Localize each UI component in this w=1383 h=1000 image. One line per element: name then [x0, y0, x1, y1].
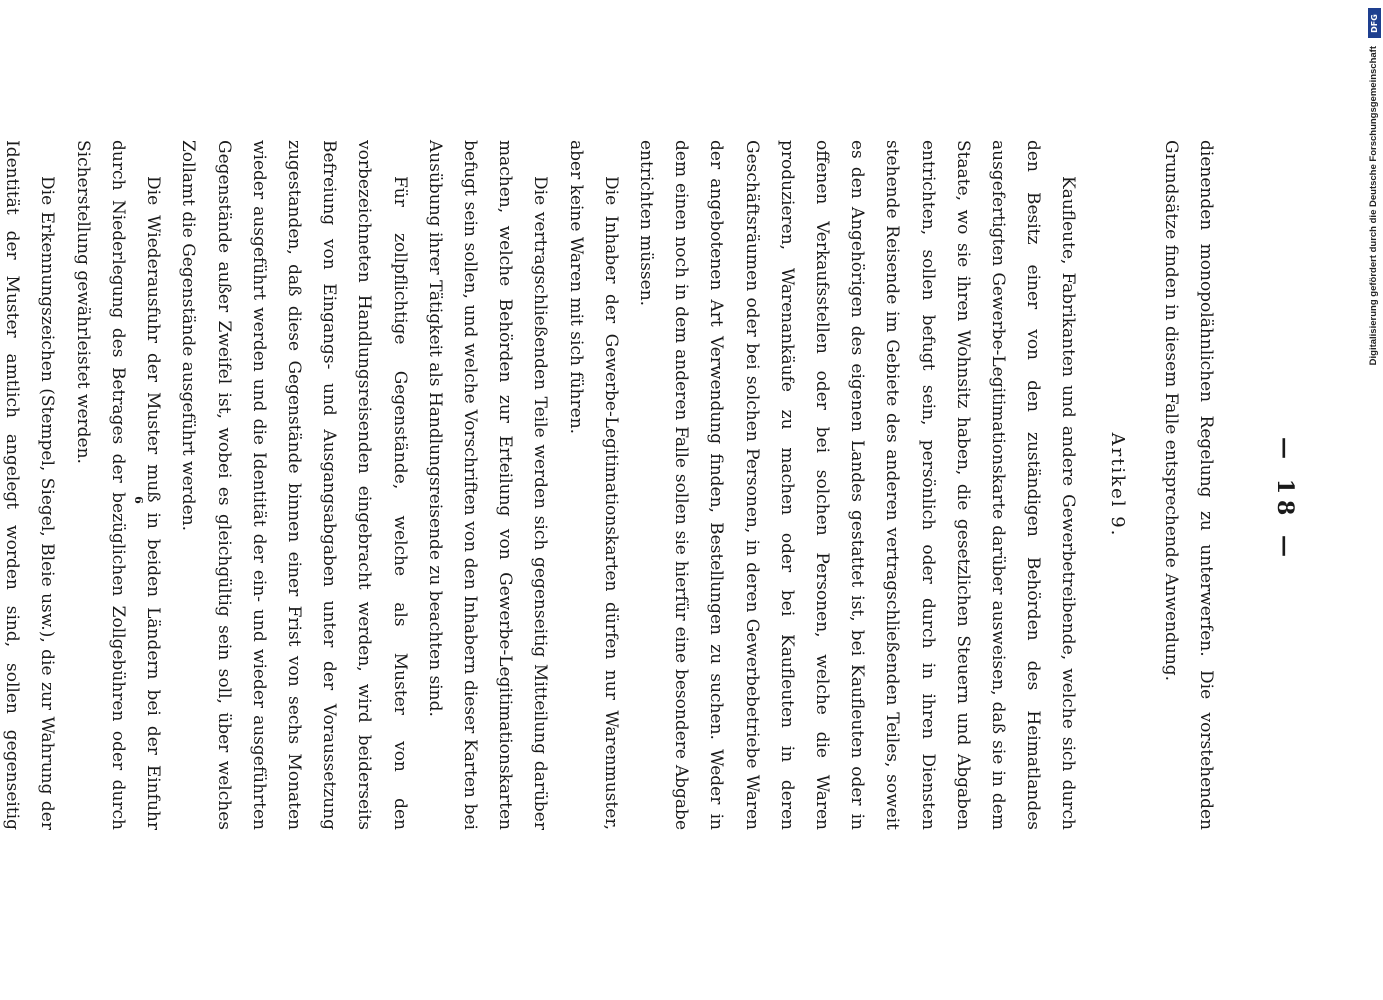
page-body: [0, 140, 1223, 830]
paragraph: Die Inhaber der Gewerbe-Legitimationskarten dürfen nur Warenmuster, aber keine Waren mit sich führen.: [565, 140, 621, 830]
dfg-credit-bar: [1368, 8, 1383, 398]
paragraph: Für zollpflichtige Gegenstände, welche als Muster von den vorbezeichneten Handlungsreisenden eingebracht werden, wird beiderseits Befreiung von Eingangs- und Ausgangsabgaben unter der Voraussetzung zugestanden, daß diese Gegenstände binnen einer Frist von sechs Monaten wieder ausgeführt werden und die Identität der ein- und wieder ausgeführten Gegenstände außer Zweifel ist, wobei es gleichgültig sein soll, über welches Zollamt die Gegenstände ausgeführt werden.: [178, 140, 410, 830]
paragraph: Die Erkennungszeichen (Stempel, Siegel, Bleie usw.), die zur Wahrung der Identität der Muster amtlich angelegt worden sind, sollen gegenseitig: [2, 140, 58, 830]
paragraph: Die vertragschließenden Teile werden sich gegenseitig Mitteilung darüber machen, welche Behörden zur Erteilung von Gewerbe-Legitimationskarten befugt sein sollen, und welche Vorschriften von den Inhabern dieser Karten bei Ausübung ihrer Tätigkeit als Handlungsreisende zu beachten sind.: [424, 140, 551, 830]
page-number: — 18 —: [1272, 437, 1298, 563]
dfg-logo-text: DFG: [1370, 13, 1380, 33]
paragraph: Die Wiederausfuhr der Muster muß in beiden Ländern bei der Einfuhr durch Niederlegung des Betrages der bezüglichen Zollgebühren oder durch Sicherstellung gewährleistet werden.: [72, 140, 164, 830]
dfg-logo-icon: [1368, 8, 1381, 38]
dfg-credit-text: Digitalisierung gefördert durch die Deutsche Forschungsgemeinschaft: [1368, 46, 1379, 366]
paragraph: Kaufleute, Fabrikanten und andere Gewerbetreibende, welche sich durch den Besitz einer von den zuständigen Behörden des Heimatlandes ausgefertigten Gewerbe-Legitimationskarte darüber ausweisen, daß sie in dem Staate, wo sie ihren Wohnsitz haben, die gesetzlichen Steuern und Abgaben entrichten, sollen befugt sein, persönlich oder durch in ihren Diensten stehende Reisende im Gebiete des anderen vertragschließenden Teiles, soweit es den Angehörigen des eigenen Landes gestattet ist, bei Kaufleuten oder in offenen Verkaufsstellen oder bei solchen Personen, welche die Waren produzieren, Warenankäufe zu machen oder bei Kaufleuten in deren Geschäftsräumen oder bei solchen Personen, in deren Gewerbebetriebe Waren der angebotenen Art Verwendung finden, Bestellungen zu suchen. Weder in dem einen noch in dem anderen Falle sollen sie hierfür eine besondere Abgabe entrichten müssen.: [635, 140, 1079, 830]
article-heading: Artikel 9.: [1106, 432, 1128, 538]
signature-mark: 6: [132, 496, 145, 504]
paragraph-continuation: dienenden monopolähnlichen Regelung zu unterwerfen. Die vorstehenden Grundsätze finden in diesem Falle entsprechende Anwendung.: [1160, 140, 1216, 830]
